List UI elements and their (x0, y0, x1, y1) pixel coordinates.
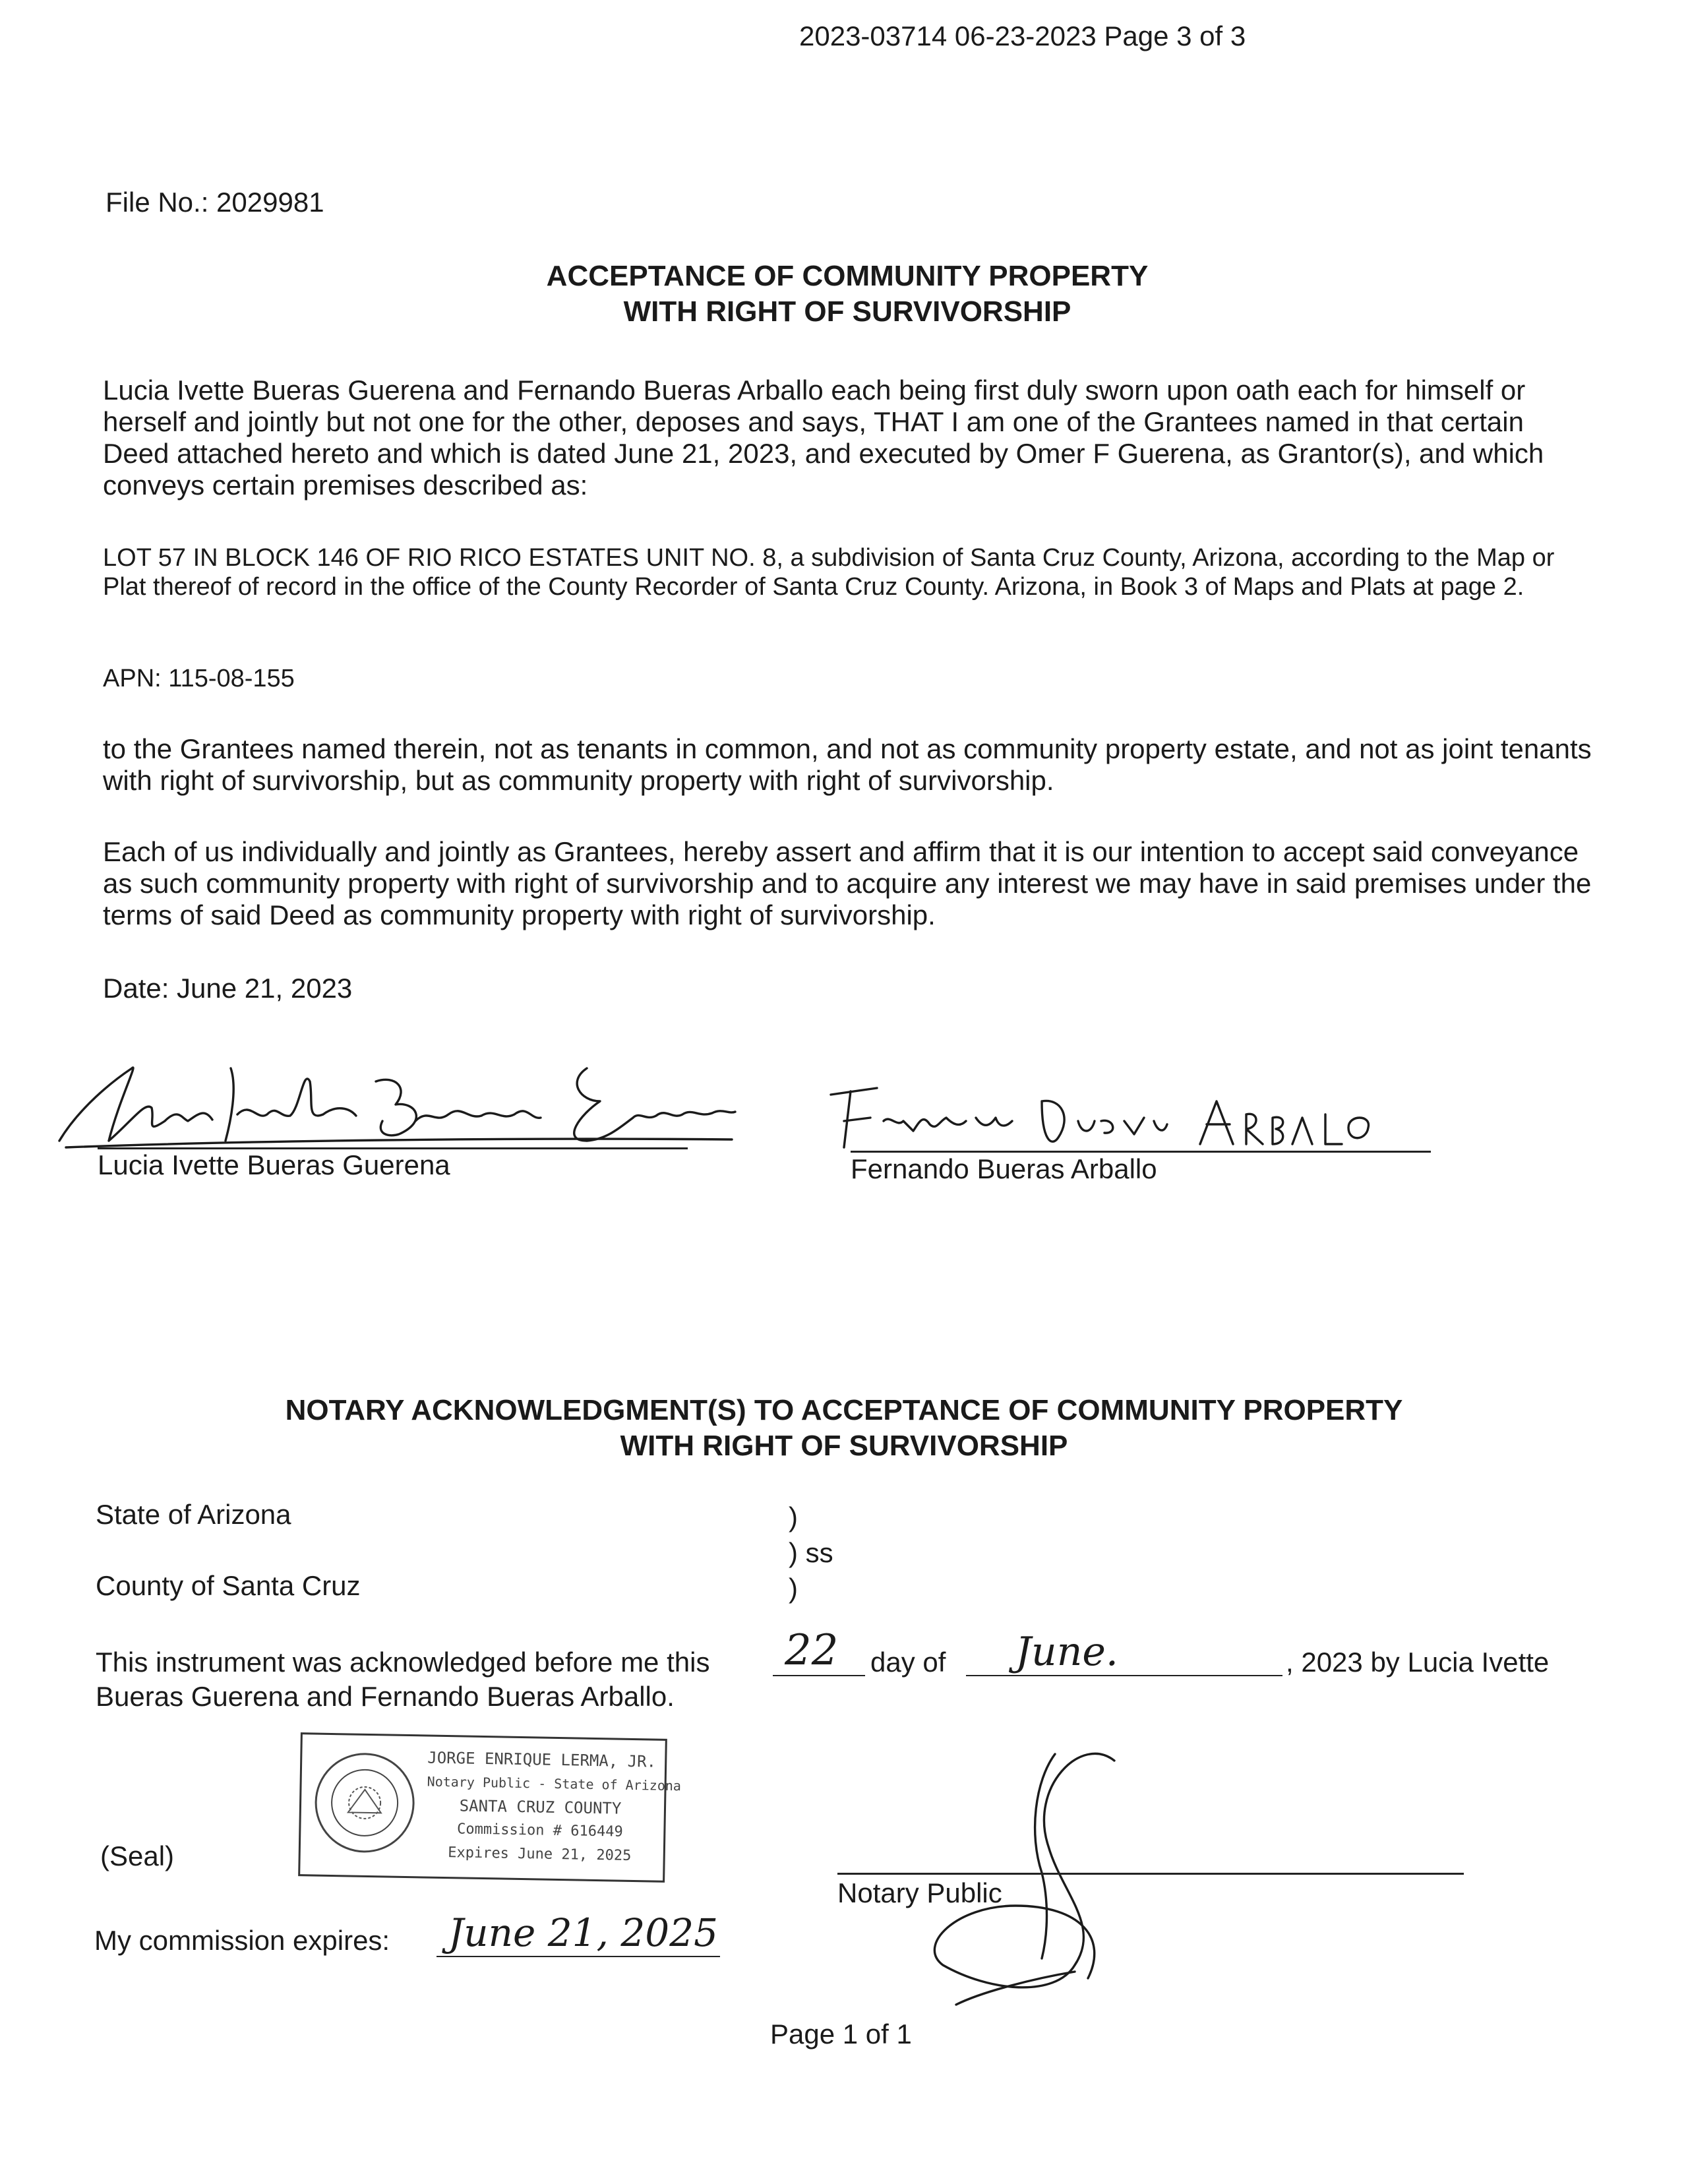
acceptance-title-line1: ACCEPTANCE OF COMMUNITY PROPERTY (546, 260, 1149, 292)
notary-signature-line (837, 1873, 1464, 1875)
ack-day-of: day of (870, 1647, 946, 1678)
stamp-county: SANTA CRUZ COUNTY (459, 1796, 622, 1818)
affirmation-paragraph: Each of us individually and jointly as Grantees, hereby assert and affirm that it is our intention to accept said conveyance as such community property with right of survivorship and to acquire any interest we may have in said premises under the terms of said Deed as community property with right of survivorship. (103, 836, 1592, 930)
stamp-notary-name: JORGE ENRIQUE LERMA, JR. (427, 1748, 657, 1771)
notary-title (171, 1393, 1517, 1464)
file-number: File No.: 2029981 (106, 187, 324, 218)
ack-month-handwritten: June. (1015, 1629, 1118, 1675)
acceptance-date: Date: June 21, 2023 (103, 973, 353, 1004)
acceptance-title-line2: WITH RIGHT OF SURVIVORSHIP (623, 295, 1071, 328)
tenancy-paragraph: to the Grantees named therein, not as tenants in common, and not as community property estate, and not as joint tenants with right of survivorship, but as community property with right of survivorship. (103, 733, 1592, 796)
ack-text-start: This instrument was acknowledged before me this (96, 1647, 710, 1678)
ack-day-handwritten: 22 (785, 1626, 839, 1675)
stamp-text (425, 1746, 682, 1869)
ack-day-line (773, 1675, 865, 1676)
notary-title-line2: WITH RIGHT OF SURVIVORSHIP (620, 1430, 1068, 1462)
commission-expires-label: My commission expires: (94, 1925, 390, 1956)
signer-name-fernando: Fernando Bueras Arballo (851, 1153, 1157, 1184)
signature-fernando (824, 1081, 1418, 1154)
notary-seal-stamp (298, 1732, 682, 1883)
ack-month-line (966, 1675, 1282, 1676)
apn: APN: 115-08-155 (103, 665, 295, 692)
venue-paren-bottom: ) (789, 1573, 798, 1604)
venue-state: State of Arizona (96, 1499, 291, 1530)
stamp-notary-title: Notary Public - State of Arizona (427, 1773, 682, 1794)
seal-label: (Seal) (100, 1840, 175, 1871)
commission-expires-line (437, 1956, 720, 1957)
ack-text-line2: Bueras Guerena and Fernando Bueras Arballo. (96, 1681, 675, 1712)
acceptance-title (369, 258, 1325, 330)
affidavit-paragraph: Lucia Ivette Bueras Guerena and Fernando Bueras Arballo each being first duly sworn upon oath each for himself or herself and jointly but not one for the other, deposes and says, THAT I am one of the Grantees named in that certain Deed attached hereto and which is dated June 21, 2023, and executed by Omer F Guerena, as Grantor(s), and which conveys certain premises described as: (103, 375, 1544, 501)
venue-paren-top: ) (789, 1502, 798, 1532)
recording-header: 2023-03714 06-23-2023 Page 3 of 3 (799, 20, 1246, 51)
stamp-expires: Expires June 21, 2025 (447, 1844, 632, 1864)
venue-ss: ) ss (789, 1537, 833, 1568)
signer-name-lucia: Lucia Ivette Bueras Guerena (98, 1149, 450, 1180)
commission-expires-handwritten: June 21, 2025 (448, 1910, 719, 1955)
notary-public-label: Notary Public (837, 1877, 1002, 1908)
stamp-commission: Commission # 616449 (456, 1821, 623, 1840)
notary-title-line1: NOTARY ACKNOWLEDGMENT(S) TO ACCEPTANCE OF COMMUNITY PROPERTY (285, 1394, 1403, 1426)
page-footer: Page 1 of 1 (770, 2018, 912, 2049)
legal-description: LOT 57 IN BLOCK 146 OF RIO RICO ESTATES UNIT NO. 8, a subdivision of Santa Cruz County, Arizona, according to the Map or Plat thereof of record in the office of the County Recorder of Santa Cruz County. Arizona, in Book 3 of Maps and Plats at page 2. (103, 544, 1555, 601)
ack-text-end: , 2023 by Lucia Ivette (1286, 1647, 1550, 1678)
venue-county: County of Santa Cruz (96, 1570, 361, 1601)
signature-lucia (40, 1042, 738, 1161)
state-seal-icon (311, 1749, 419, 1856)
